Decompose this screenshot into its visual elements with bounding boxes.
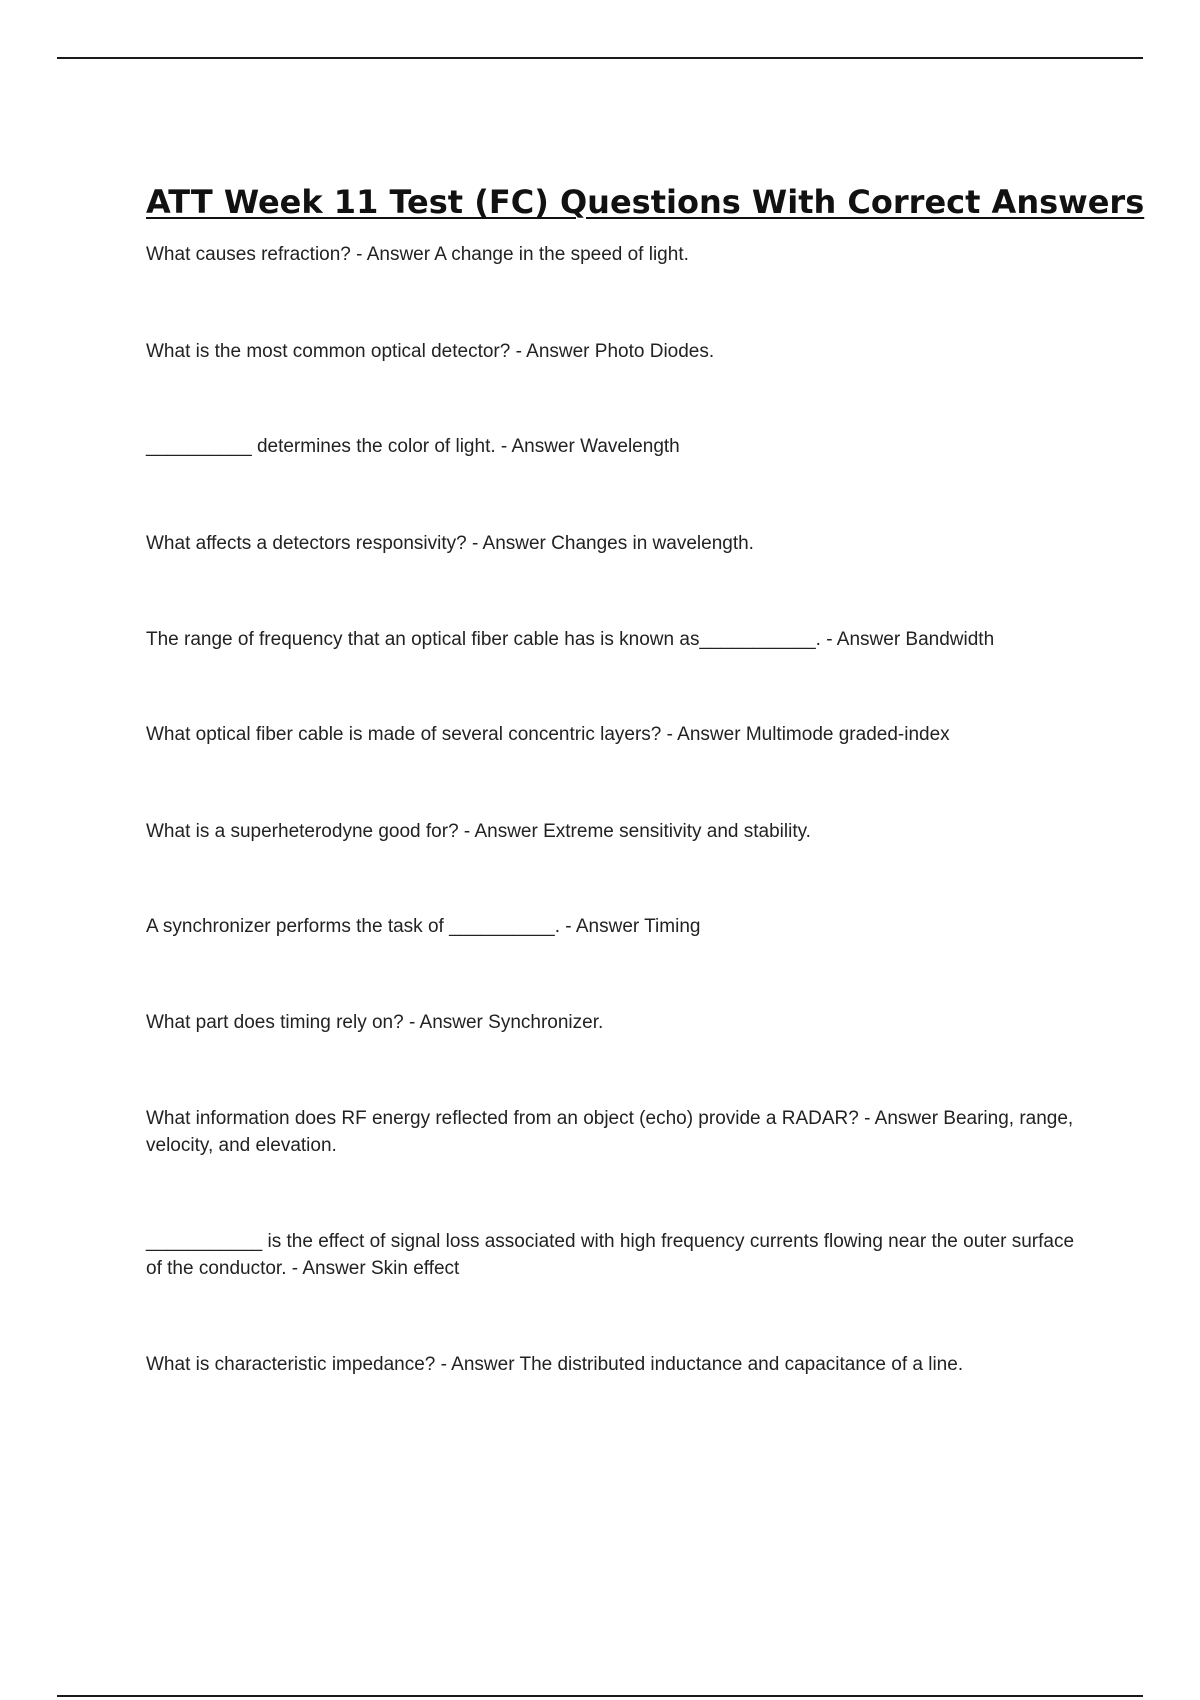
qa-item-7: What is a superheterodyne good for? - Answer Extreme sensitivity and stability. <box>146 821 811 842</box>
document-body <box>146 178 1145 1375</box>
qa-item-2: What is the most common optical detector? - Answer Photo Diodes. <box>146 341 715 362</box>
qa-item-11: ___________ is the effect of signal loss associated with high frequency currents flowing near the outer surface of the conductor. - Answer Skin effect <box>146 1231 1075 1279</box>
document-title: ATT Week 11 Test (FC) Questions With Correct Answers <box>146 183 1145 221</box>
qa-item-6: What optical fiber cable is made of several concentric layers? - Answer Multimode graded-index <box>146 724 950 745</box>
qa-item-1: What causes refraction? - Answer A change in the speed of light. <box>146 244 689 265</box>
qa-item-8: A synchronizer performs the task of __________. - Answer Timing <box>146 916 701 937</box>
qa-item-10: What information does RF energy reflected from an object (echo) provide a RADAR? - Answer Bearing, range, velocity, and elevation. <box>146 1108 1074 1156</box>
bottom-rule <box>57 1695 1143 1697</box>
qa-item-9: What part does timing rely on? - Answer Synchronizer. <box>146 1012 604 1033</box>
qa-item-3: __________ determines the color of light. - Answer Wavelength <box>146 436 680 457</box>
top-rule <box>57 57 1143 59</box>
qa-item-12: What is characteristic impedance? - Answer The distributed inductance and capacitance of a line. <box>146 1354 964 1375</box>
qa-item-4: What affects a detectors responsivity? - Answer Changes in wavelength. <box>146 533 754 554</box>
qa-item-5: The range of frequency that an optical fiber cable has is known as___________. - Answer Bandwidth <box>146 629 995 650</box>
